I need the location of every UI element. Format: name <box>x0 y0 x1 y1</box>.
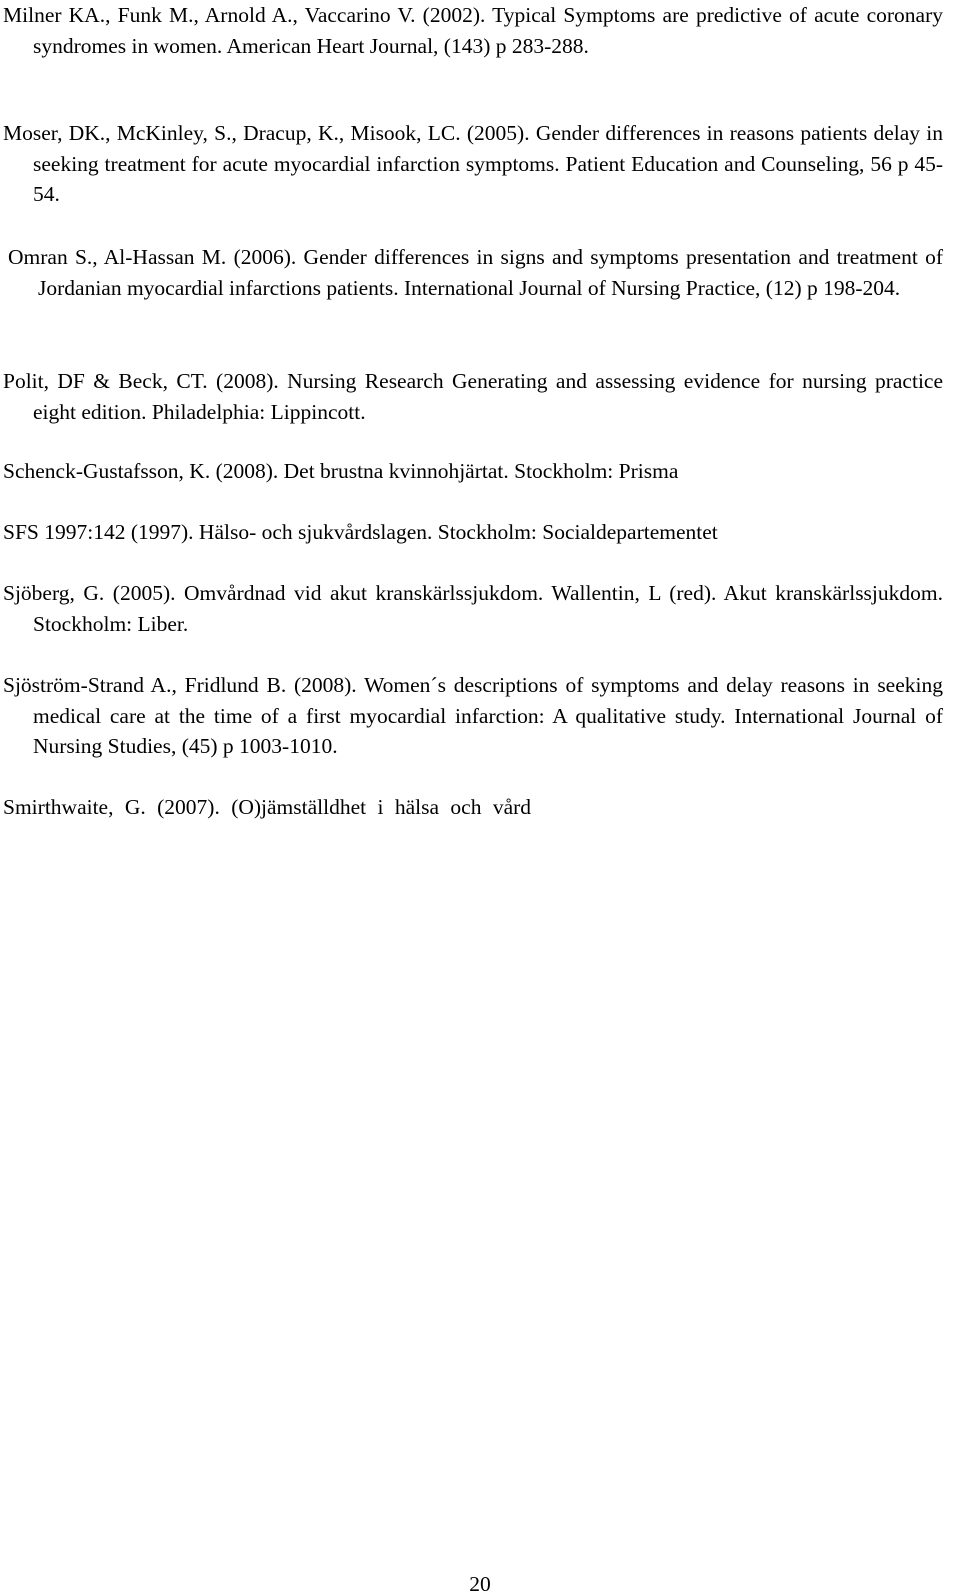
reference-milner: Milner KA., Funk M., Arnold A., Vaccarino V. (2002). Typical Symptoms are predictive of acute coronary syndromes in women. American Heart Journal, (143) p 283-288. <box>3 3 943 58</box>
reference-sfs: SFS 1997:142 (1997). Hälso- och sjukvårdslagen. Stockholm: Socialdepartementet <box>3 520 718 544</box>
reference-omran: Omran S., Al-Hassan M. (2006). Gender differences in signs and symptoms presentation and treatment of Jordanian myocardial infarctions patients. International Journal of Nursing Practice, (12) p 198-204. <box>8 245 943 300</box>
reference-smirthwaite: Smirthwaite, G. (2007). (O)jämställdhet i hälsa och vård <box>3 795 532 819</box>
reference-schenck: Schenck-Gustafsson, K. (2008). Det brustna kvinnohjärtat. Stockholm: Prisma <box>3 459 679 483</box>
reference-polit: Polit, DF & Beck, CT. (2008). Nursing Research Generating and assessing evidence for nursing practice eight edition. Philadelphia: Lippincott. <box>3 369 943 424</box>
reference-sjoberg: Sjöberg, G. (2005). Omvårdnad vid akut kranskärlssjukdom. Wallentin, L (red). Akut kranskärlssjukdom. Stockholm: Liber. <box>3 581 943 636</box>
reference-sjostrom: Sjöström-Strand A., Fridlund B. (2008). Women´s descriptions of symptoms and delay reasons in seeking medical care at the time of a first myocardial infarction: A qualitative study. International Journal of Nursing Studies, (45) p 1003-1010. <box>3 673 943 758</box>
page-number: 20 <box>469 1572 491 1596</box>
reference-moser: Moser, DK., McKinley, S., Dracup, K., Misook, LC. (2005). Gender differences in reasons patients delay in seeking treatment for acute myocardial infarction symptoms. Patient Education and Counseling, 56 p 45-54. <box>3 121 943 206</box>
